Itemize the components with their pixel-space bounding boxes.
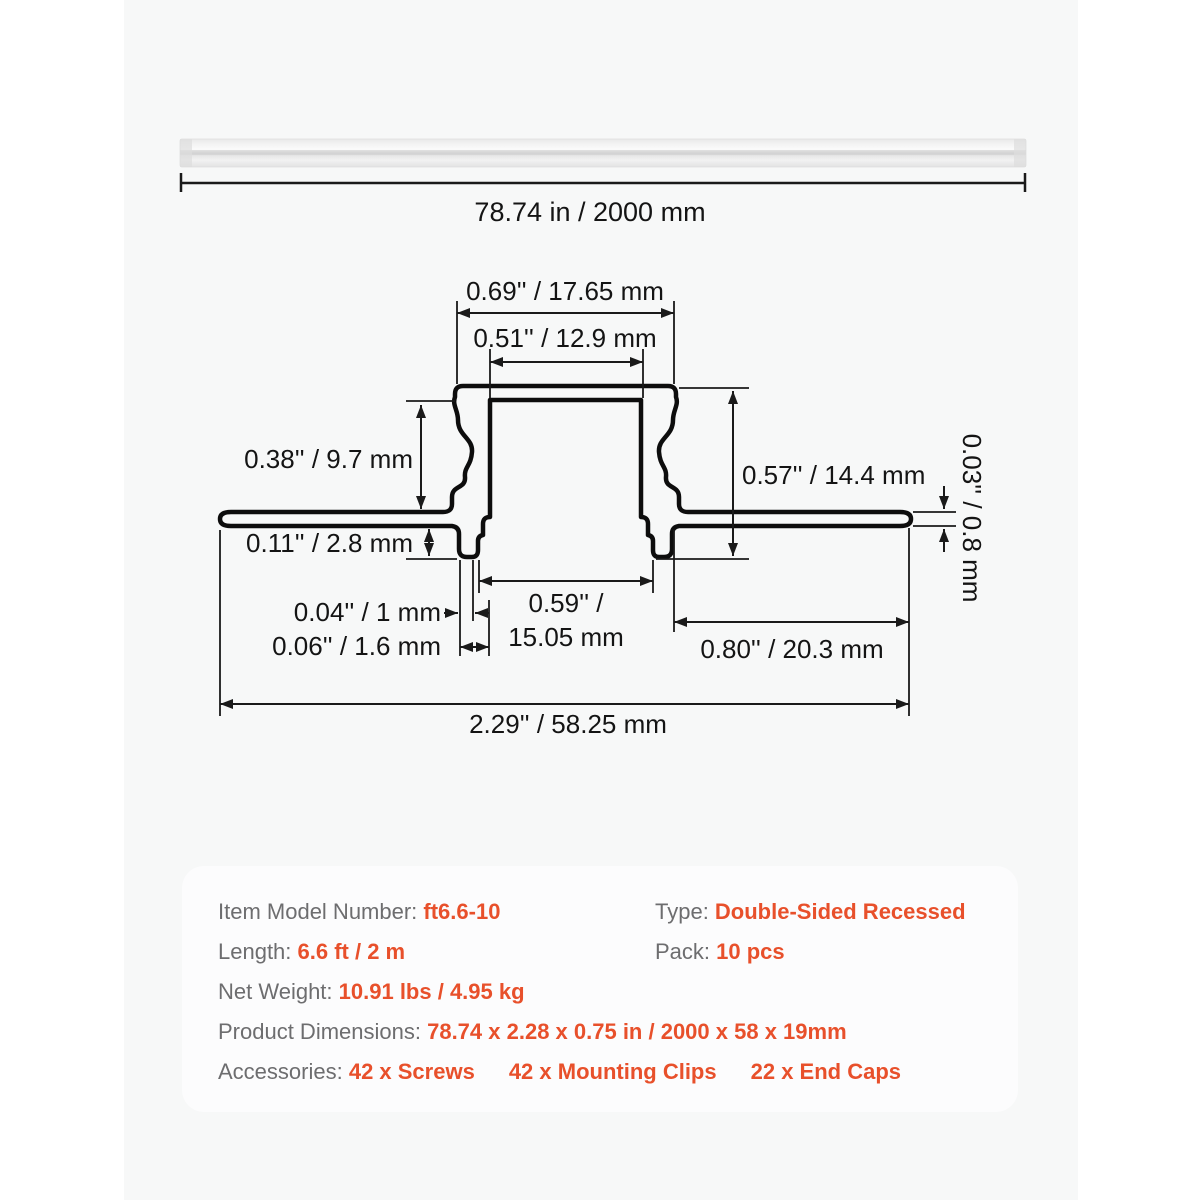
spec-dimensions-label: Product Dimensions: — [218, 1019, 428, 1044]
dim-top-inner-label: 0.51'' / 12.9 mm — [473, 323, 657, 353]
length-label: 78.74 in / 2000 mm — [474, 197, 706, 227]
dim-total-width-label: 2.29'' / 58.25 mm — [469, 709, 667, 739]
spec-panel — [182, 866, 1018, 1112]
spec-type-label: Type: — [655, 899, 715, 924]
dim-flange-thickness — [913, 434, 987, 603]
spec-length-row — [218, 939, 405, 965]
dim-flange-length-label: 0.80'' / 20.3 mm — [700, 634, 884, 664]
spec-model-label: Item Model Number: — [218, 899, 424, 924]
dim-below-flange-depth — [246, 528, 457, 559]
spec-weight-value: 10.91 lbs / 4.95 kg — [338, 979, 525, 1004]
spec-accessory-clips: 42 x Mounting Clips — [508, 1059, 717, 1084]
dim-right-height-label: 0.57'' / 14.4 mm — [742, 460, 926, 490]
spec-type-row — [655, 899, 966, 925]
spec-model-row — [218, 899, 500, 925]
dim-top-outer-label: 0.69'' / 17.65 mm — [466, 276, 664, 306]
dim-bottom-opening-label-2: 15.05 mm — [508, 622, 624, 652]
spec-weight-label: Net Weight: — [218, 979, 339, 1004]
spec-accessories-label: Accessories: — [218, 1059, 349, 1084]
dim-left-height — [244, 401, 455, 509]
spec-model-value: ft6.6-10 — [423, 899, 501, 924]
spec-pack-row — [655, 939, 785, 965]
length-dimension — [181, 173, 1025, 227]
spec-accessories-row — [218, 1059, 901, 1085]
dim-left-height-label: 0.38'' / 9.7 mm — [244, 444, 413, 474]
spec-weight-row — [218, 979, 525, 1005]
dim-right-height — [656, 388, 925, 559]
spec-length-label: Length: — [218, 939, 298, 964]
dim-bottom-wall-2-label: 0.06'' / 1.6 mm — [272, 631, 441, 661]
dim-bottom-opening — [479, 560, 653, 652]
dim-bottom-wall-1-label: 0.04'' / 1 mm — [293, 597, 441, 627]
spec-length-value: 6.6 ft / 2 m — [297, 939, 406, 964]
spec-dimensions-value: 78.74 x 2.28 x 0.75 in / 2000 x 58 x 19mm — [427, 1019, 847, 1044]
spec-type-value: Double-Sided Recessed — [714, 899, 966, 924]
spec-pack-value: 10 pcs — [716, 939, 785, 964]
dim-flange-thickness-label: 0.03'' / 0.8 mm — [957, 433, 987, 603]
spec-accessory-endcaps: 22 x End Caps — [750, 1059, 901, 1084]
spec-dimensions-row — [218, 1019, 847, 1045]
dim-flange-length — [674, 530, 909, 664]
dim-below-flange-label: 0.11'' / 2.8 mm — [246, 528, 413, 558]
dim-bottom-opening-label-1: 0.59'' / — [528, 588, 604, 618]
profile-bar-groove — [180, 150, 1026, 155]
spec-accessory-screws: 42 x Screws — [348, 1059, 475, 1084]
profile-bar-end-left — [180, 139, 192, 167]
profile-bar-end-right — [1014, 139, 1026, 167]
profile-photo — [180, 139, 1026, 167]
spec-pack-label: Pack: — [655, 939, 717, 964]
